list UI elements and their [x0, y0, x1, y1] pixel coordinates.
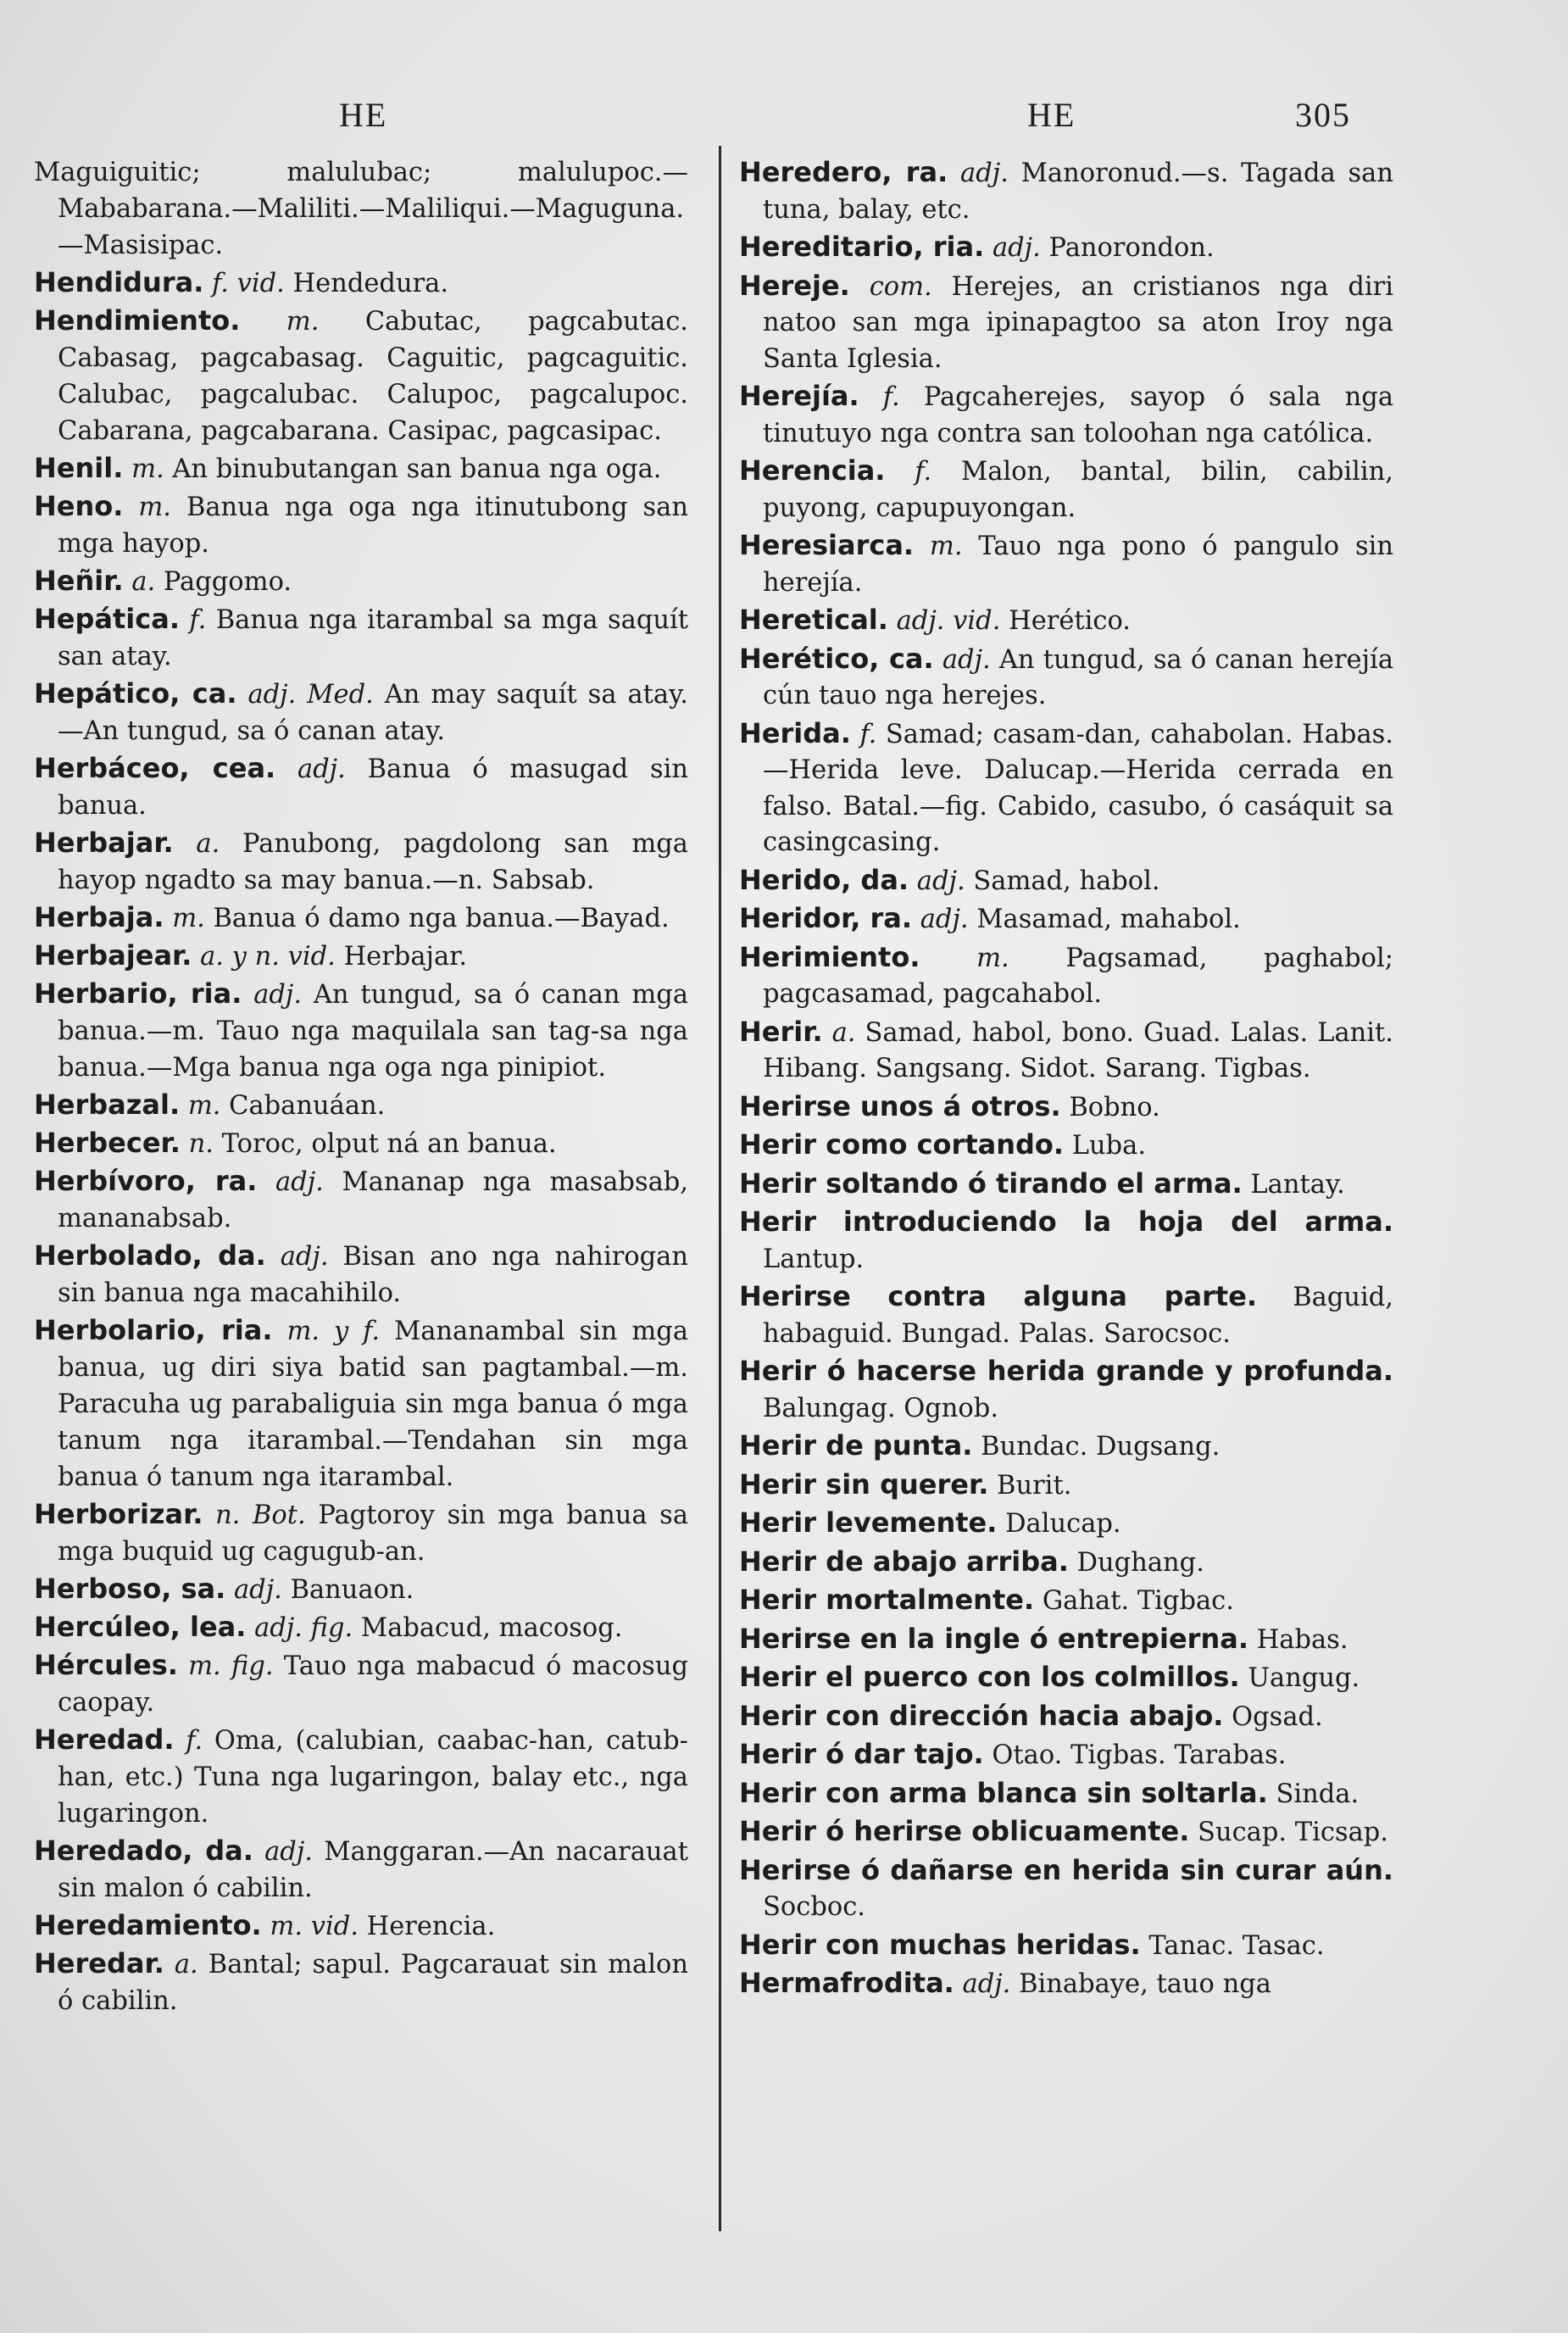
definition: Bisan ano nga nahirogan sin banua nga macahihilo.	[58, 1242, 688, 1308]
dictionary-entry	[34, 899, 688, 937]
dictionary-entry	[739, 1659, 1393, 1697]
part-of-speech: adj. fig.	[254, 1613, 353, 1643]
headword: Herir ó dar tajo.	[739, 1738, 984, 1770]
headword: Herencia.	[739, 454, 886, 487]
part-of-speech: a. y n. vid.	[200, 942, 336, 972]
dictionary-entry	[739, 1353, 1393, 1427]
definition: Pagsamad, paghabol; pagcasamad, pagcahabol.	[763, 943, 1393, 1009]
dictionary-entry	[34, 1571, 688, 1608]
definition: Ogsad.	[1232, 1701, 1323, 1732]
definition: Samad, habol, bono. Guad. Lalas. Lanit. Hibang. Sangsang. Sidot. Sarang. Tigbas.	[763, 1017, 1393, 1083]
dictionary-entry	[739, 1544, 1393, 1582]
definition: Maguiguitic; malulubac; malulupoc.—Mababarana.—Maliliti.—Maliliqui.—Maguguna.—Masisipac.	[34, 158, 688, 260]
headword: Heredero, ra.	[739, 156, 948, 188]
headword: Herir ó hacerse herida grande y profunda.	[739, 1355, 1393, 1387]
headword: Heredad.	[34, 1723, 175, 1756]
part-of-speech: adj.	[942, 644, 991, 675]
part-of-speech: adj.	[264, 1837, 313, 1867]
headword: Herbívoro, ra.	[34, 1165, 258, 1197]
part-of-speech: adj.	[253, 980, 303, 1010]
dictionary-entry	[739, 1965, 1393, 2003]
dictionary-entry	[739, 641, 1393, 715]
dictionary-entry	[739, 1204, 1393, 1278]
part-of-speech: a.	[831, 1017, 856, 1048]
headword: Herido, da.	[739, 863, 909, 896]
definition: Bundac. Dugsang.	[981, 1432, 1220, 1462]
dictionary-entry	[34, 938, 688, 975]
dictionary-entry	[34, 450, 688, 487]
definition: Pagtoroy sin mga banua sa mga buquid ug cagugub-an.	[58, 1501, 689, 1567]
definition: Luba.	[1071, 1131, 1147, 1161]
headword: Herirse unos á otros.	[739, 1089, 1061, 1122]
headword: Herbaja.	[34, 901, 164, 933]
dictionary-entry	[34, 1312, 688, 1495]
headword: Herir.	[739, 1015, 823, 1048]
definition: Samad; casam-dan, cahabolan. Habas.—Herida leve. Dalucap.—Herida cerrada en falso. Batal.—fig. Cabido, casubo, ó casáquit sa casingcasing.	[763, 719, 1393, 857]
definition: An binubutangan san banua nga oga.	[172, 454, 662, 484]
definition: Lantup.	[763, 1244, 865, 1274]
dictionary-entry	[34, 1163, 688, 1237]
headword: Herirse contra alguna parte.	[739, 1280, 1258, 1312]
part-of-speech: m.	[286, 307, 320, 337]
headword: Herir como cortando.	[739, 1128, 1065, 1161]
dictionary-entry	[739, 1813, 1393, 1851]
dictionary-entry	[739, 527, 1393, 601]
headword: Hercúleo, lea.	[34, 1611, 247, 1643]
dictionary-entry	[739, 268, 1393, 378]
definition: Paggomo.	[163, 567, 292, 597]
headword: Hepática.	[34, 603, 180, 635]
definition: Mananap nga masabsab, mananabsab.	[58, 1167, 689, 1233]
headword: Herbáceo, cea.	[34, 752, 276, 784]
headword: Hermafrodita.	[739, 1967, 954, 1999]
right-column	[739, 154, 1393, 2004]
headword: Herir de punta.	[739, 1429, 973, 1462]
dictionary-entry	[739, 900, 1393, 938]
dictionary-entry	[739, 1089, 1393, 1127]
definition: Banua nga oga nga itinutubong san mga hayop.	[58, 493, 688, 559]
definition: Cabanuáan.	[229, 1091, 386, 1121]
definition: Pagcaherejes, sayop ó sala nga tinutuyo nga contra san toloohan nga católica.	[763, 382, 1394, 448]
definition: Dughang.	[1076, 1547, 1204, 1578]
part-of-speech: f.	[859, 719, 877, 749]
dictionary-entry	[739, 378, 1393, 452]
page-header	[0, 95, 1568, 146]
dictionary-entry	[34, 1907, 688, 1945]
definition: Hendedura.	[292, 269, 449, 298]
definition: Mananambal sin mga banua, ug diri siya batid san pagtambal.—m. Paracuha ug parabaliguia sin mga banua ó mga tanum nga itarambal.—Tendahan sin mga banua ó tanum nga itarambal.	[58, 1317, 688, 1492]
dictionary-entry	[739, 1621, 1393, 1659]
part-of-speech: m.	[187, 1091, 221, 1121]
part-of-speech: adj.	[916, 866, 965, 896]
definition: Mabacud, macosog.	[360, 1613, 623, 1643]
dictionary-entry	[34, 303, 688, 449]
part-of-speech: a.	[174, 1950, 198, 1979]
definition: Panubong, pagdolong san mga hayop ngadto sa may banua.—n. Sabsab.	[58, 829, 688, 895]
dictionary-entry	[739, 1736, 1393, 1774]
definition: Herejes, an cristianos nga diri natoo san mga ipinapagtoo sa aton Iroy nga Santa Iglesia.	[763, 271, 1394, 374]
part-of-speech: adj. vid.	[896, 606, 1001, 636]
dictionary-entry	[739, 1428, 1393, 1466]
part-of-speech: m. y f.	[286, 1317, 381, 1346]
dictionary-entry	[34, 488, 688, 562]
definition: Gahat. Tigbac.	[1042, 1586, 1234, 1616]
definition: Manoronud.—s. Tagada san tuna, balay, etc.	[763, 159, 1393, 225]
headword: Herir con dirección hacia abajo.	[739, 1699, 1224, 1732]
headword: Herir el puerco con los colmillos.	[739, 1661, 1240, 1693]
definition: Toroc, olput ná an banua.	[221, 1129, 557, 1159]
left-running-head: HE	[339, 96, 388, 134]
definition: Manggaran.—An nacarauat sin malon ó cabilin.	[58, 1837, 688, 1903]
part-of-speech: m.	[976, 943, 1009, 973]
headword: Herbajear.	[34, 939, 192, 972]
definition: Banua nga itarambal sa mga saquít san atay.	[58, 605, 689, 671]
part-of-speech: adj.	[920, 905, 969, 934]
dictionary-entry	[739, 1467, 1393, 1505]
dictionary-entry	[739, 1698, 1393, 1736]
headword: Herir de abajo arriba.	[739, 1545, 1069, 1578]
headword: Herbajar.	[34, 827, 174, 859]
dictionary-entry	[739, 1278, 1393, 1352]
dictionary-entry	[34, 1496, 688, 1570]
dictionary-entry	[739, 1852, 1393, 1926]
headword: Hereditario, ria.	[739, 231, 985, 263]
definition: Malon, bantal, bilin, cabilin, puyong, capupuyongan.	[763, 457, 1394, 523]
part-of-speech: adj.	[962, 1969, 1011, 1999]
headword: Herborizar.	[34, 1498, 203, 1530]
dictionary-entry	[34, 676, 688, 749]
headword: Heredar.	[34, 1947, 164, 1979]
definition: Lantay.	[1250, 1169, 1345, 1200]
part-of-speech: m.	[131, 454, 164, 484]
headword: Hendimiento.	[34, 304, 241, 337]
dictionary-entry	[34, 1722, 688, 1832]
definition: Uangug.	[1248, 1663, 1360, 1693]
column-divider	[719, 146, 721, 2231]
headword: Herbario, ria.	[34, 977, 242, 1010]
part-of-speech: m. vid.	[270, 1912, 359, 1941]
part-of-speech: m.	[138, 493, 171, 522]
part-of-speech: f.	[882, 382, 900, 412]
part-of-speech: a.	[131, 567, 156, 597]
headword: Heredado, da.	[34, 1835, 253, 1867]
definition: Tauo nga pono ó pangulo sin herejía.	[763, 532, 1394, 598]
definition: Herbajar.	[343, 942, 468, 972]
left-column	[34, 154, 688, 2020]
headword: Hendidura.	[34, 266, 204, 298]
headword: Heridor, ra.	[739, 902, 913, 934]
headword: Herejía.	[739, 380, 859, 412]
headword: Herboso, sa.	[34, 1573, 226, 1605]
headword: Herir con muchas heridas.	[739, 1928, 1141, 1961]
headword: Herbolario, ria.	[34, 1314, 273, 1346]
definition: Baguid, habaguid. Bungad. Palas. Sarocsoc.	[763, 1283, 1393, 1349]
part-of-speech: adj.	[297, 754, 346, 784]
headword: Herir introduciendo la hoja del arma.	[739, 1205, 1393, 1238]
definition: Binabaye, tauo nga	[1019, 1969, 1271, 1999]
headword: Herbolado, da.	[34, 1239, 266, 1272]
dictionary-entry	[34, 1609, 688, 1646]
dictionary-entry	[34, 1647, 688, 1721]
definition: An tungud, sa ó canan mga banua.—m. Tauo nga maquilala san tag-sa nga banua.—Mga banua nga oga nga pinipiot.	[58, 980, 689, 1083]
headword: Heñir.	[34, 565, 124, 597]
headword: Hepático, ca.	[34, 677, 237, 710]
definition: Herencia.	[366, 1912, 496, 1941]
part-of-speech: adj. Med.	[247, 680, 374, 710]
definition: Balungag. Ognob.	[763, 1393, 999, 1423]
dictionary-entry	[739, 154, 1393, 228]
dictionary-entry	[34, 976, 688, 1086]
definition: Dalucap.	[1005, 1509, 1121, 1539]
definition: Burit.	[997, 1470, 1072, 1501]
part-of-speech: n.	[188, 1129, 214, 1159]
definition: Sucap. Ticsap.	[1198, 1818, 1388, 1847]
dictionary-entry	[34, 1087, 688, 1124]
dictionary-entry	[739, 1505, 1393, 1543]
dictionary-entry	[739, 862, 1393, 900]
definition: Oma, (calubian, caabac-han, catub-han, etc.) Tuna nga lugaringon, balay etc., nga lugaringon.	[58, 1726, 688, 1829]
part-of-speech: m. fig.	[188, 1651, 274, 1681]
headword: Heredamiento.	[34, 1909, 262, 1941]
headword: Herético, ca.	[739, 642, 934, 675]
definition: Samad, habol.	[973, 866, 1160, 896]
dictionary-entry	[34, 825, 688, 899]
part-of-speech: f.	[186, 1726, 203, 1756]
headword: Herbazal.	[34, 1089, 181, 1121]
part-of-speech: f. vid.	[212, 269, 285, 298]
headword: Herir sin querer.	[739, 1467, 989, 1501]
headword: Henil.	[34, 452, 124, 484]
definition: Banua ó masugad sin banua.	[58, 754, 688, 821]
dictionary-entry	[739, 715, 1393, 861]
dictionary-entry	[739, 1927, 1393, 1965]
definition: Otao. Tigbas. Tarabas.	[992, 1740, 1287, 1770]
headword: Herir soltando ó tirando el arma.	[739, 1166, 1243, 1200]
dictionary-entry	[739, 602, 1393, 640]
headword: Hércules.	[34, 1649, 178, 1681]
headword: Hereje.	[739, 269, 850, 302]
definition: Banuaon.	[290, 1575, 414, 1605]
headword: Herir mortalmente.	[739, 1584, 1035, 1616]
headword: Herir con arma blanca sin soltarla.	[739, 1776, 1268, 1809]
part-of-speech: f.	[189, 605, 207, 635]
definition: Banua ó damo nga banua.—Bayad.	[213, 904, 670, 933]
headword: Herir levemente.	[739, 1506, 998, 1539]
dictionary-entry	[739, 1166, 1393, 1204]
headword: Herirse ó dañarse en herida sin curar aún.	[739, 1853, 1393, 1886]
part-of-speech: adj.	[275, 1167, 324, 1197]
dictionary-entry	[739, 1014, 1393, 1088]
headword: Herida.	[739, 716, 851, 749]
definition: Herético.	[1009, 606, 1131, 636]
definition: Cabutac, pagcabutac. Cabasag, pagcabasag. Caguitic, pagcaguitic. Calubac, pagcalubac. Calupoc, pagcalupoc. Cabarana, pagcabarana. Casipac, pagcasipac.	[58, 307, 688, 446]
definition: Tauo nga mabacud ó macosug caopay.	[58, 1651, 689, 1718]
dictionary-entry	[34, 601, 688, 675]
definition: Masamad, mahabol.	[976, 905, 1241, 934]
right-running-head: HE	[1027, 96, 1076, 134]
dictionary-entry	[34, 1833, 688, 1907]
dictionary-entry	[34, 750, 688, 824]
definition: Habas.	[1256, 1624, 1348, 1655]
dictionary-entry	[739, 453, 1393, 526]
dictionary-entry	[739, 229, 1393, 267]
headword: Herir ó herirse oblicuamente.	[739, 1815, 1190, 1847]
dictionary-entry	[739, 939, 1393, 1013]
definition: An may saquít sa atay.—An tungud, sa ó canan atay.	[58, 680, 688, 746]
dictionary-entry	[739, 1775, 1393, 1813]
definition: An tungud, sa ó canan herejía cún tauo nga herejes.	[763, 644, 1393, 710]
headword: Heretical.	[739, 604, 888, 636]
part-of-speech: adj.	[233, 1575, 282, 1605]
dictionary-entry	[34, 264, 688, 302]
part-of-speech: a.	[196, 829, 220, 859]
headword: Herimiento.	[739, 940, 920, 973]
dictionary-entry	[34, 154, 688, 264]
part-of-speech: adj.	[280, 1242, 329, 1272]
definition: Sinda.	[1276, 1779, 1359, 1809]
headword: Heno.	[34, 490, 124, 522]
headword: Heresiarca.	[739, 529, 915, 561]
part-of-speech: m.	[172, 904, 205, 933]
part-of-speech: f.	[915, 457, 932, 487]
headword: Herirse en la ingle ó entrepierna.	[739, 1622, 1248, 1655]
dictionary-entry	[739, 1127, 1393, 1165]
dictionary-entry	[34, 1946, 688, 2019]
definition: Bantal; sapul. Pagcarauat sin malon ó cabilin.	[58, 1950, 688, 2016]
part-of-speech: com.	[869, 271, 932, 302]
dictionary-entry	[34, 563, 688, 600]
page-number: 305	[1295, 96, 1351, 134]
definition: Bobno.	[1069, 1092, 1160, 1122]
dictionary-entry	[739, 1582, 1393, 1620]
part-of-speech: m.	[929, 532, 963, 561]
part-of-speech: adj.	[992, 233, 1041, 263]
definition: Socboc.	[763, 1892, 866, 1922]
dictionary-entry	[34, 1238, 688, 1311]
definition: Panorondon.	[1048, 233, 1215, 263]
part-of-speech: adj.	[960, 159, 1009, 188]
definition: Tanac. Tasac.	[1148, 1930, 1325, 1961]
headword: Herbecer.	[34, 1127, 181, 1159]
part-of-speech: n. Bot.	[215, 1501, 306, 1530]
dictionary-entry	[34, 1125, 688, 1162]
